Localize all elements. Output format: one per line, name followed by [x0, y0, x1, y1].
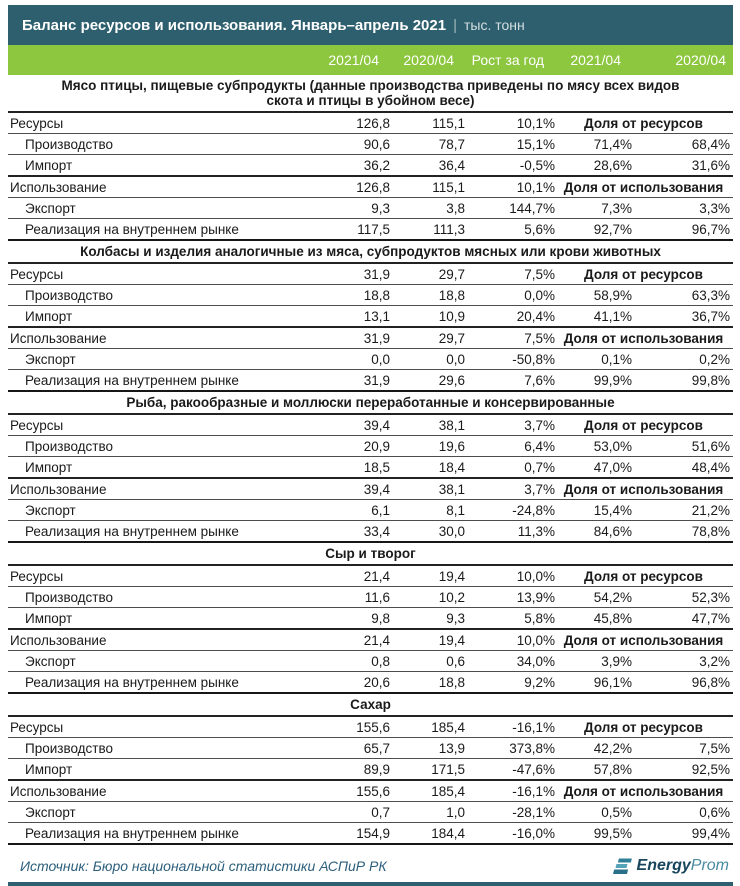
value-cell: 92,5%	[635, 759, 733, 781]
row-label: Импорт	[8, 306, 328, 328]
row-label: Реализация на внутреннем рынке	[8, 521, 328, 543]
value-cell: 31,9	[328, 263, 393, 285]
balance-table-body	[8, 75, 733, 844]
value-cell: 6,1	[328, 500, 393, 521]
value-cell: 0,7%	[468, 457, 558, 479]
section-title: Мясо птицы, пищевые субпродукты (данные производства приведены по мясу всех видов скота и птицы в убойном весе)	[61, 78, 680, 108]
value-cell: 39,4	[328, 414, 393, 436]
share-label: Доля от ресурсов	[558, 716, 733, 738]
table-row	[8, 176, 733, 198]
table-row	[8, 306, 733, 328]
table-row	[8, 155, 733, 177]
table-row	[8, 716, 733, 738]
value-cell: 20,9	[328, 436, 393, 457]
value-cell: 9,3	[393, 608, 468, 630]
row-label: Производство	[8, 436, 328, 457]
value-cell: 7,5%	[635, 738, 733, 759]
value-cell: 19,6	[393, 436, 468, 457]
table-row	[8, 759, 733, 781]
value-cell: 0,0%	[468, 285, 558, 306]
table-row	[8, 263, 733, 285]
value-cell: 0,0	[328, 349, 393, 370]
value-cell: 21,4	[328, 565, 393, 587]
value-cell: 31,9	[328, 370, 393, 392]
table-row	[8, 651, 733, 672]
row-label: Ресурсы	[8, 565, 328, 587]
value-cell: -24,8%	[468, 500, 558, 521]
value-cell: 0,2%	[635, 349, 733, 370]
value-cell: 29,7	[393, 263, 468, 285]
share-label: Доля от использования	[558, 176, 733, 198]
header-col-2020-04: 2020/04	[393, 45, 468, 75]
value-cell: 21,4	[328, 629, 393, 651]
value-cell: 7,5%	[468, 327, 558, 349]
table-row	[8, 608, 733, 630]
table-row	[8, 285, 733, 306]
value-cell: 51,6%	[635, 436, 733, 457]
value-cell: 13,9%	[468, 587, 558, 608]
table-row	[8, 349, 733, 370]
value-cell: 373,8%	[468, 738, 558, 759]
share-label: Доля от ресурсов	[558, 263, 733, 285]
value-cell: 71,4%	[558, 134, 635, 155]
value-cell: 13,9	[393, 738, 468, 759]
value-cell: 99,5%	[558, 823, 635, 845]
value-cell: 19,4	[393, 629, 468, 651]
value-cell: 0,7	[328, 802, 393, 823]
value-cell: 21,2%	[635, 500, 733, 521]
value-cell: 3,9%	[558, 651, 635, 672]
value-cell: 36,7%	[635, 306, 733, 328]
value-cell: 39,4	[328, 478, 393, 500]
row-label: Реализация на внутреннем рынке	[8, 370, 328, 392]
value-cell: 18,4	[393, 457, 468, 479]
share-label: Доля от использования	[558, 780, 733, 802]
row-label: Производство	[8, 285, 328, 306]
header-empty-cell	[8, 45, 328, 75]
value-cell: 185,4	[393, 780, 468, 802]
value-cell: 99,4%	[635, 823, 733, 845]
row-label: Импорт	[8, 457, 328, 479]
row-label: Производство	[8, 134, 328, 155]
table-row	[8, 500, 733, 521]
value-cell: 7,3%	[558, 198, 635, 219]
row-label: Реализация на внутреннем рынке	[8, 672, 328, 694]
value-cell: -0,5%	[468, 155, 558, 177]
share-label: Доля от ресурсов	[558, 414, 733, 436]
header-col-share-2020: 2020/04	[635, 45, 733, 75]
value-cell: 30,0	[393, 521, 468, 543]
value-cell: 47,7%	[635, 608, 733, 630]
value-cell: 28,6%	[558, 155, 635, 177]
value-cell: 29,7	[393, 327, 468, 349]
row-label: Импорт	[8, 608, 328, 630]
value-cell: -16,1%	[468, 716, 558, 738]
row-label: Производство	[8, 738, 328, 759]
section-title-row	[8, 240, 733, 263]
title-separator: |	[453, 16, 457, 34]
row-label: Ресурсы	[8, 716, 328, 738]
value-cell: 7,6%	[468, 370, 558, 392]
row-label: Использование	[8, 629, 328, 651]
header-row	[8, 45, 733, 75]
value-cell: 47,0%	[558, 457, 635, 479]
value-cell: -16,0%	[468, 823, 558, 845]
value-cell: 15,4%	[558, 500, 635, 521]
share-label: Доля от использования	[558, 327, 733, 349]
value-cell: 58,9%	[558, 285, 635, 306]
row-label: Экспорт	[8, 802, 328, 823]
table-row	[8, 198, 733, 219]
value-cell: 18,8	[393, 672, 468, 694]
value-cell: 111,3	[393, 219, 468, 241]
value-cell: 96,7%	[635, 219, 733, 241]
share-label: Доля от использования	[558, 629, 733, 651]
value-cell: 45,8%	[558, 608, 635, 630]
share-label: Доля от ресурсов	[558, 112, 733, 134]
value-cell: 48,4%	[635, 457, 733, 479]
row-label: Реализация на внутреннем рынке	[8, 219, 328, 241]
value-cell: 65,7	[328, 738, 393, 759]
value-cell: 18,5	[328, 457, 393, 479]
row-label: Ресурсы	[8, 263, 328, 285]
section-title-row	[8, 542, 733, 565]
value-cell: 11,3%	[468, 521, 558, 543]
row-label: Импорт	[8, 759, 328, 781]
page-title: Баланс ресурсов и использования. Январь–апрель 2021	[22, 16, 447, 34]
value-cell: 3,2%	[635, 651, 733, 672]
value-cell: 38,1	[393, 414, 468, 436]
value-cell: 29,6	[393, 370, 468, 392]
value-cell: 92,7%	[558, 219, 635, 241]
table-row	[8, 327, 733, 349]
table-row	[8, 565, 733, 587]
share-label: Доля от использования	[558, 478, 733, 500]
value-cell: 99,9%	[558, 370, 635, 392]
row-label: Экспорт	[8, 651, 328, 672]
table-row	[8, 370, 733, 392]
value-cell: 3,7%	[468, 414, 558, 436]
value-cell: 144,7%	[468, 198, 558, 219]
value-cell: 9,3	[328, 198, 393, 219]
value-cell: 117,5	[328, 219, 393, 241]
header-col-growth: Рост за год	[468, 45, 558, 75]
value-cell: 78,7	[393, 134, 468, 155]
value-cell: -28,1%	[468, 802, 558, 823]
section-title-row	[8, 391, 733, 414]
value-cell: 78,8%	[635, 521, 733, 543]
row-label: Реализация на внутреннем рынке	[8, 823, 328, 845]
section-title: Рыба, ракообразные и моллюски переработанные и консервированные	[8, 391, 733, 414]
value-cell: 154,9	[328, 823, 393, 845]
value-cell: 0,5%	[558, 802, 635, 823]
value-cell: 20,4%	[468, 306, 558, 328]
balance-table	[8, 45, 733, 845]
row-label: Экспорт	[8, 198, 328, 219]
table-row	[8, 823, 733, 845]
header-col-2021-04: 2021/04	[328, 45, 393, 75]
value-cell: 13,1	[328, 306, 393, 328]
value-cell: 18,8	[328, 285, 393, 306]
value-cell: 8,1	[393, 500, 468, 521]
row-label: Использование	[8, 478, 328, 500]
value-cell: 52,3%	[635, 587, 733, 608]
value-cell: 96,1%	[558, 672, 635, 694]
table-row	[8, 414, 733, 436]
value-cell: 53,0%	[558, 436, 635, 457]
value-cell: 10,0%	[468, 629, 558, 651]
section-title-row	[8, 75, 733, 112]
value-cell: 0,6	[393, 651, 468, 672]
table-row	[8, 521, 733, 543]
value-cell: 68,4%	[635, 134, 733, 155]
section-title: Колбасы и изделия аналогичные из мяса, субпродуктов мясных или крови животных	[8, 240, 733, 263]
value-cell: 7,5%	[468, 263, 558, 285]
logo-text-energy: Energy	[636, 857, 691, 874]
title-unit: тыс. тонн	[463, 17, 525, 33]
value-cell: 99,8%	[635, 370, 733, 392]
table-row	[8, 436, 733, 457]
row-label: Импорт	[8, 155, 328, 177]
row-label: Производство	[8, 587, 328, 608]
value-cell: 10,0%	[468, 565, 558, 587]
value-cell: 6,4%	[468, 436, 558, 457]
value-cell: 42,2%	[558, 738, 635, 759]
value-cell: 31,6%	[635, 155, 733, 177]
value-cell: 155,6	[328, 716, 393, 738]
row-label: Использование	[8, 780, 328, 802]
value-cell: 41,1%	[558, 306, 635, 328]
value-cell: 36,4	[393, 155, 468, 177]
value-cell: 0,1%	[558, 349, 635, 370]
table-row	[8, 219, 733, 241]
value-cell: 10,2	[393, 587, 468, 608]
value-cell: 184,4	[393, 823, 468, 845]
value-cell: 3,8	[393, 198, 468, 219]
table-row	[8, 587, 733, 608]
value-cell: 126,8	[328, 112, 393, 134]
bottom-accent-bar	[8, 882, 733, 886]
value-cell: 20,6	[328, 672, 393, 694]
value-cell: 171,5	[393, 759, 468, 781]
header-col-share-2021: 2021/04	[558, 45, 635, 75]
table-header	[8, 45, 733, 75]
value-cell: 18,8	[393, 285, 468, 306]
logo-text-prom: Prom	[690, 857, 729, 874]
footer	[8, 854, 733, 878]
value-cell: 0,0	[393, 349, 468, 370]
value-cell: 3,7%	[468, 478, 558, 500]
value-cell: 5,6%	[468, 219, 558, 241]
value-cell: 155,6	[328, 780, 393, 802]
section-title-row	[8, 693, 733, 716]
value-cell: 38,1	[393, 478, 468, 500]
value-cell: 63,3%	[635, 285, 733, 306]
row-label: Ресурсы	[8, 414, 328, 436]
value-cell: -50,8%	[468, 349, 558, 370]
value-cell: 36,2	[328, 155, 393, 177]
value-cell: 33,4	[328, 521, 393, 543]
title-bar	[8, 5, 733, 45]
value-cell: 10,1%	[468, 112, 558, 134]
energyprom-e-icon	[613, 858, 633, 875]
table-row	[8, 672, 733, 694]
table-row	[8, 738, 733, 759]
value-cell: 5,8%	[468, 608, 558, 630]
table-row	[8, 478, 733, 500]
section-title: Сыр и творог	[8, 542, 733, 565]
value-cell: 11,6	[328, 587, 393, 608]
row-label: Экспорт	[8, 349, 328, 370]
source-text: Источник: Бюро национальной статистики АСПиР РК	[20, 858, 387, 874]
value-cell: 90,6	[328, 134, 393, 155]
value-cell: 0,6%	[635, 802, 733, 823]
value-cell: 185,4	[393, 716, 468, 738]
table-row	[8, 629, 733, 651]
value-cell: 31,9	[328, 327, 393, 349]
share-label: Доля от ресурсов	[558, 565, 733, 587]
value-cell: 84,6%	[558, 521, 635, 543]
table-row	[8, 134, 733, 155]
value-cell: 19,4	[393, 565, 468, 587]
value-cell: 115,1	[393, 112, 468, 134]
value-cell: 9,8	[328, 608, 393, 630]
value-cell: 9,2%	[468, 672, 558, 694]
value-cell: 89,9	[328, 759, 393, 781]
value-cell: 10,9	[393, 306, 468, 328]
value-cell: -47,6%	[468, 759, 558, 781]
value-cell: 10,1%	[468, 176, 558, 198]
row-label: Использование	[8, 327, 328, 349]
table-row	[8, 802, 733, 823]
value-cell: 0,8	[328, 651, 393, 672]
row-label: Использование	[8, 176, 328, 198]
section-title: Сахар	[8, 693, 733, 716]
table-row	[8, 457, 733, 479]
row-label: Ресурсы	[8, 112, 328, 134]
table-row	[8, 780, 733, 802]
value-cell: 115,1	[393, 176, 468, 198]
value-cell: -16,1%	[468, 780, 558, 802]
energyprom-logo	[613, 857, 729, 875]
value-cell: 3,3%	[635, 198, 733, 219]
value-cell: 96,8%	[635, 672, 733, 694]
row-label: Экспорт	[8, 500, 328, 521]
value-cell: 15,1%	[468, 134, 558, 155]
value-cell: 34,0%	[468, 651, 558, 672]
table-row	[8, 112, 733, 134]
value-cell: 54,2%	[558, 587, 635, 608]
value-cell: 126,8	[328, 176, 393, 198]
value-cell: 1,0	[393, 802, 468, 823]
value-cell: 57,8%	[558, 759, 635, 781]
